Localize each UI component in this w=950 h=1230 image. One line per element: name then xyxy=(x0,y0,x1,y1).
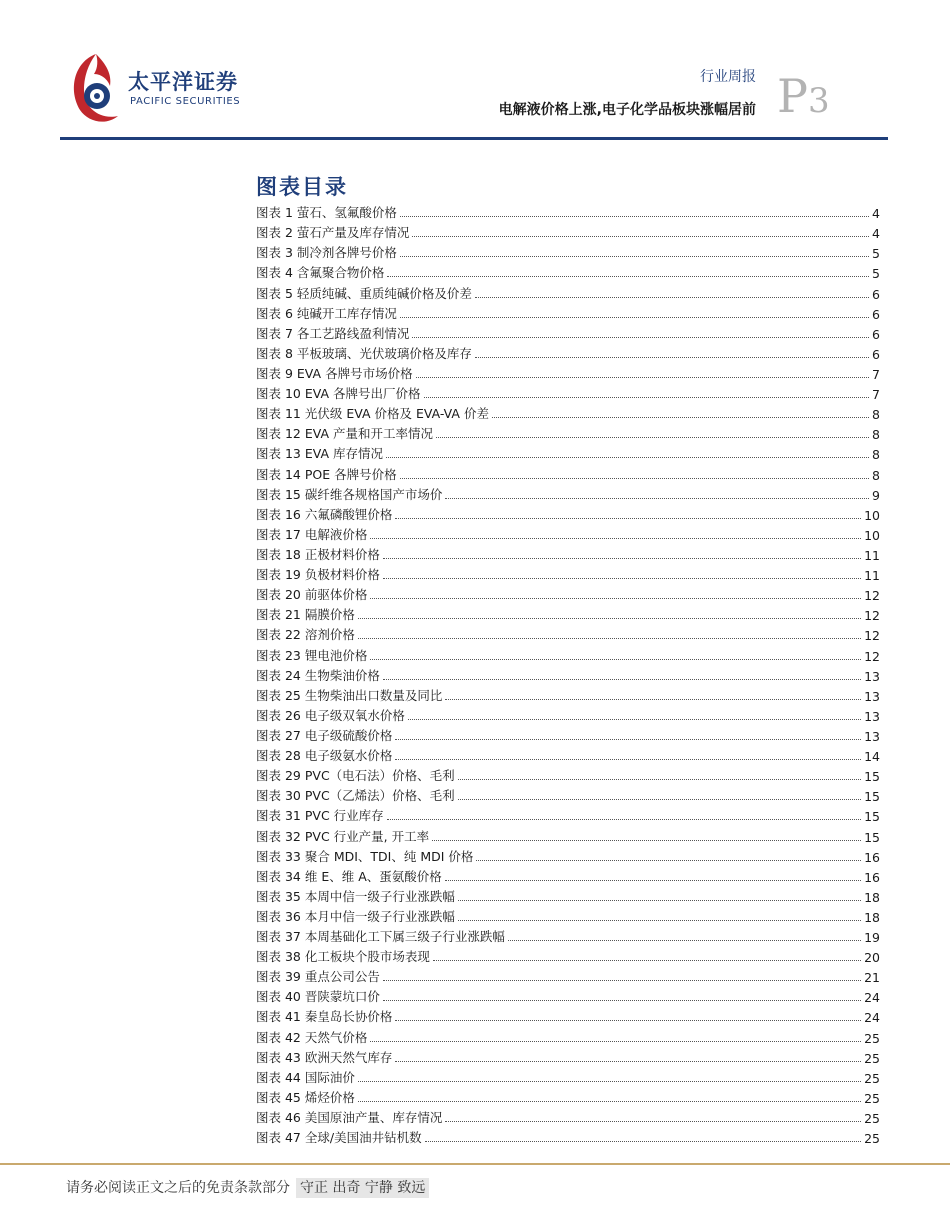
toc-entry[interactable] xyxy=(256,965,880,985)
toc-entry-page: 12 xyxy=(864,608,880,624)
toc-entry-page: 13 xyxy=(864,708,880,724)
toc-leader-dots xyxy=(383,679,861,680)
toc-entry-label: 图表 1 萤石、氢氟酸价格 xyxy=(256,205,397,221)
toc-entry-label: 图表 43 欧洲天然气库存 xyxy=(256,1049,393,1065)
toc-entry-page: 24 xyxy=(864,1010,880,1026)
toc-leader-dots xyxy=(370,598,861,599)
toc-entry[interactable] xyxy=(256,925,880,945)
toc-entry[interactable] xyxy=(256,322,880,342)
toc-entry[interactable] xyxy=(256,784,880,804)
toc-entry-page: 12 xyxy=(864,628,880,644)
toc-leader-dots xyxy=(358,1081,861,1082)
header-divider xyxy=(60,137,888,140)
toc-entry-label: 图表 24 生物柴油价格 xyxy=(256,667,380,683)
toc-entry-page: 25 xyxy=(864,1050,880,1066)
toc-entry[interactable] xyxy=(256,865,880,885)
toc-entry-page: 4 xyxy=(872,226,880,242)
page-number: 3 xyxy=(807,81,830,121)
report-title: 电解液价格上涨,电子化学品板块涨幅居前 xyxy=(498,102,756,118)
toc-leader-dots xyxy=(383,578,861,579)
toc-leader-dots xyxy=(358,1101,861,1102)
toc-leader-dots xyxy=(400,256,869,257)
toc-entry[interactable] xyxy=(256,422,880,442)
toc-entry-label: 图表 28 电子级氨水价格 xyxy=(256,748,393,764)
toc-leader-dots xyxy=(445,1121,861,1122)
toc-leader-dots xyxy=(395,739,861,740)
toc-leader-dots xyxy=(458,900,861,901)
toc-leader-dots xyxy=(458,920,861,921)
toc-entry[interactable] xyxy=(256,1126,880,1146)
toc-entry-label: 图表 38 化工板块个股市场表现 xyxy=(256,949,430,965)
toc-entry[interactable] xyxy=(256,945,880,965)
toc-entry-label: 图表 27 电子级硫酸价格 xyxy=(256,727,393,743)
toc-entry-page: 13 xyxy=(864,668,880,684)
toc-entry[interactable] xyxy=(256,483,880,503)
toc-heading: 图表目录 xyxy=(256,175,348,199)
toc-entry[interactable] xyxy=(256,462,880,482)
toc-entry-label: 图表 9 EVA 各牌号市场价格 xyxy=(256,365,413,381)
toc-entry-page: 5 xyxy=(872,246,880,262)
toc-entry-label: 图表 12 EVA 产量和开工率情况 xyxy=(256,426,434,442)
pacific-securities-logo-icon xyxy=(66,50,126,130)
toc-leader-dots xyxy=(412,236,869,237)
toc-entry-page: 15 xyxy=(864,789,880,805)
toc-entry[interactable] xyxy=(256,281,880,301)
toc-entry-label: 图表 16 六氟磷酸锂价格 xyxy=(256,506,393,522)
toc-entry-label: 图表 37 本周基础化工下属三级子行业涨跌幅 xyxy=(256,929,505,945)
logo-english-name: PACIFIC SECURITIES xyxy=(130,96,241,107)
toc-leader-dots xyxy=(445,880,861,881)
toc-leader-dots xyxy=(400,478,869,479)
toc-entry[interactable] xyxy=(256,905,880,925)
toc-entry[interactable] xyxy=(256,302,880,322)
toc-entry-label: 图表 8 平板玻璃、光伏玻璃价格及库存 xyxy=(256,345,472,361)
toc-entry[interactable] xyxy=(256,543,880,563)
toc-entry-page: 19 xyxy=(864,930,880,946)
toc-entry-label: 图表 45 烯烃价格 xyxy=(256,1089,355,1105)
toc-entry-label: 图表 42 天然气价格 xyxy=(256,1029,368,1045)
toc-entry-label: 图表 14 POE 各牌号价格 xyxy=(256,466,397,482)
toc-entry[interactable] xyxy=(256,261,880,281)
toc-leader-dots xyxy=(358,638,861,639)
toc-entry-label: 图表 7 各工艺路线盈利情况 xyxy=(256,325,410,341)
toc-leader-dots xyxy=(370,538,861,539)
toc-entry[interactable] xyxy=(256,845,880,865)
toc-entry-page: 7 xyxy=(872,366,880,382)
toc-entry[interactable] xyxy=(256,221,880,241)
footer xyxy=(66,1177,429,1197)
toc-entry[interactable] xyxy=(256,201,880,221)
toc-entry-label: 图表 6 纯碱开工库存情况 xyxy=(256,305,397,321)
toc-entry[interactable] xyxy=(256,1086,880,1106)
toc-entry[interactable] xyxy=(256,241,880,261)
toc-leader-dots xyxy=(408,719,861,720)
toc-entry[interactable] xyxy=(256,664,880,684)
toc-entry[interactable] xyxy=(256,362,880,382)
toc-entry[interactable] xyxy=(256,704,880,724)
toc-entry[interactable] xyxy=(256,603,880,623)
company-motto: 守正 出奇 宁静 致远 xyxy=(296,1178,429,1198)
toc-entry-page: 10 xyxy=(864,507,880,523)
toc-entry-page: 6 xyxy=(872,346,880,362)
disclaimer-note: 请务必阅读正文之后的免责条款部分 xyxy=(66,1180,290,1196)
toc-entry-page: 21 xyxy=(864,970,880,986)
toc-entry[interactable] xyxy=(256,503,880,523)
toc-entry-label: 图表 30 PVC（乙烯法）价格、毛利 xyxy=(256,788,455,804)
toc-entry-page: 11 xyxy=(864,568,880,584)
toc-entry-label: 图表 32 PVC 行业产量, 开工率 xyxy=(256,828,430,844)
toc-entry-label: 图表 31 PVC 行业库存 xyxy=(256,808,384,824)
toc-leader-dots xyxy=(432,840,861,841)
toc-leader-dots xyxy=(424,397,870,398)
toc-entry-page: 7 xyxy=(872,387,880,403)
toc-leader-dots xyxy=(475,297,869,298)
toc-entry-page: 13 xyxy=(864,688,880,704)
toc-entry-label: 图表 2 萤石产量及库存情况 xyxy=(256,225,410,241)
toc-entry-label: 图表 18 正极材料价格 xyxy=(256,546,380,562)
toc-entry[interactable] xyxy=(256,402,880,422)
toc-leader-dots xyxy=(383,980,861,981)
logo-chinese-name: 太平洋证券 xyxy=(128,70,238,94)
toc-entry[interactable] xyxy=(256,1005,880,1025)
toc-entry-page: 15 xyxy=(864,809,880,825)
toc-leader-dots xyxy=(370,1041,861,1042)
toc-entry-page: 14 xyxy=(864,749,880,765)
toc-entry-label: 图表 23 锂电池价格 xyxy=(256,647,368,663)
toc-leader-dots xyxy=(412,337,869,338)
toc-entry-label: 图表 17 电解液价格 xyxy=(256,526,368,542)
toc-entry-page: 25 xyxy=(864,1090,880,1106)
toc-leader-dots xyxy=(387,819,861,820)
toc-leader-dots xyxy=(416,377,869,378)
toc-leader-dots xyxy=(458,779,861,780)
page-number-badge xyxy=(777,69,830,123)
toc-entry-label: 图表 39 重点公司公告 xyxy=(256,969,380,985)
toc-leader-dots xyxy=(476,860,861,861)
toc-entry-label: 图表 11 光伏级 EVA 价格及 EVA-VA 价差 xyxy=(256,406,489,422)
toc-entry-label: 图表 13 EVA 库存情况 xyxy=(256,446,384,462)
toc-entry[interactable] xyxy=(256,985,880,1005)
toc-entry[interactable] xyxy=(256,623,880,643)
toc-entry[interactable] xyxy=(256,442,880,462)
toc-leader-dots xyxy=(387,276,869,277)
toc-entry-page: 6 xyxy=(872,286,880,302)
toc-entry-label: 图表 36 本月中信一级子行业涨跌幅 xyxy=(256,908,455,924)
toc-entry[interactable] xyxy=(256,744,880,764)
footer-divider xyxy=(0,1163,950,1165)
toc-leader-dots xyxy=(436,437,869,438)
toc-entry-label: 图表 34 维 E、维 A、蛋氨酸价格 xyxy=(256,868,442,884)
toc-entry-page: 25 xyxy=(864,1030,880,1046)
toc-entry[interactable] xyxy=(256,724,880,744)
toc-entry-page: 13 xyxy=(864,728,880,744)
toc-entry[interactable] xyxy=(256,1066,880,1086)
toc-entry[interactable] xyxy=(256,824,880,844)
toc-entry-label: 图表 19 负极材料价格 xyxy=(256,567,380,583)
toc-entry-label: 图表 47 全球/美国油井钻机数 xyxy=(256,1130,422,1146)
toc-entry-label: 图表 25 生物柴油出口数量及同比 xyxy=(256,687,443,703)
toc-entry[interactable] xyxy=(256,563,880,583)
toc-entry-page: 6 xyxy=(872,326,880,342)
toc-leader-dots xyxy=(383,1000,861,1001)
toc-entry-label: 图表 41 秦皇岛长协价格 xyxy=(256,1009,393,1025)
toc-entry[interactable] xyxy=(256,342,880,362)
toc-entry-label: 图表 26 电子级双氧水价格 xyxy=(256,707,405,723)
toc-entry-label: 图表 46 美国原油产量、库存情况 xyxy=(256,1110,443,1126)
toc-leader-dots xyxy=(386,457,869,458)
report-type: 行业周报 xyxy=(700,69,756,85)
toc-entry-label: 图表 44 国际油价 xyxy=(256,1069,355,1085)
toc-entry[interactable] xyxy=(256,804,880,824)
toc-entry-label: 图表 33 聚合 MDI、TDI、纯 MDI 价格 xyxy=(256,848,474,864)
toc-entry-label: 图表 10 EVA 各牌号出厂价格 xyxy=(256,386,421,402)
toc-leader-dots xyxy=(425,1141,862,1142)
toc-leader-dots xyxy=(370,659,861,660)
toc-entry[interactable] xyxy=(256,1106,880,1126)
toc-entry-label: 图表 22 溶剂价格 xyxy=(256,627,355,643)
toc-entry-page: 15 xyxy=(864,769,880,785)
toc-leader-dots xyxy=(400,216,869,217)
toc-entry-page: 12 xyxy=(864,648,880,664)
toc-entry[interactable] xyxy=(256,382,880,402)
toc-leader-dots xyxy=(492,417,869,418)
toc-leader-dots xyxy=(475,357,869,358)
toc-leader-dots xyxy=(400,317,869,318)
toc-entry-label: 图表 4 含氟聚合物价格 xyxy=(256,265,385,281)
toc-entry-page: 8 xyxy=(872,447,880,463)
toc-leader-dots xyxy=(508,940,861,941)
toc-entry-page: 8 xyxy=(872,407,880,423)
toc-entry-label: 图表 20 前驱体价格 xyxy=(256,587,368,603)
toc-entry-page: 18 xyxy=(864,889,880,905)
toc-entry[interactable] xyxy=(256,885,880,905)
toc-entry-label: 图表 5 轻质纯碱、重质纯碱价格及价差 xyxy=(256,285,472,301)
toc-entry-page: 5 xyxy=(872,266,880,282)
toc-entry[interactable] xyxy=(256,1025,880,1045)
page-letter: P xyxy=(777,69,808,123)
toc-leader-dots xyxy=(458,799,861,800)
toc-entry-page: 18 xyxy=(864,909,880,925)
toc-entry[interactable] xyxy=(256,1046,880,1066)
toc-entry-page: 4 xyxy=(872,206,880,222)
toc-entry-label: 图表 40 晋陕蒙坑口价 xyxy=(256,989,380,1005)
toc-entry-page: 9 xyxy=(872,487,880,503)
toc-leader-dots xyxy=(433,960,861,961)
toc-entry[interactable] xyxy=(256,523,880,543)
toc-entry[interactable] xyxy=(256,643,880,663)
toc-entry[interactable] xyxy=(256,583,880,603)
toc-entry-page: 8 xyxy=(872,467,880,483)
toc-entry-page: 15 xyxy=(864,829,880,845)
toc-entry-label: 图表 29 PVC（电石法）价格、毛利 xyxy=(256,768,455,784)
toc-entry-page: 24 xyxy=(864,990,880,1006)
toc-entry-page: 16 xyxy=(864,849,880,865)
toc-entry-page: 16 xyxy=(864,869,880,885)
toc-entry-page: 12 xyxy=(864,588,880,604)
toc-entry-page: 6 xyxy=(872,306,880,322)
toc-leader-dots xyxy=(395,759,861,760)
toc-leader-dots xyxy=(395,518,861,519)
company-logo xyxy=(66,50,246,130)
toc-entry-label: 图表 3 制冷剂各牌号价格 xyxy=(256,245,397,261)
toc-entry-page: 25 xyxy=(864,1111,880,1127)
toc-entry[interactable] xyxy=(256,684,880,704)
toc-entry-page: 25 xyxy=(864,1131,880,1147)
toc-entry[interactable] xyxy=(256,764,880,784)
toc-entry-page: 20 xyxy=(864,950,880,966)
toc-entry-page: 25 xyxy=(864,1070,880,1086)
toc-leader-dots xyxy=(383,558,861,559)
toc-entry-label: 图表 15 碳纤维各规格国产市场价 xyxy=(256,486,443,502)
figure-toc-list xyxy=(256,201,880,1146)
toc-leader-dots xyxy=(445,498,869,499)
toc-leader-dots xyxy=(395,1020,861,1021)
toc-entry-page: 8 xyxy=(872,427,880,443)
toc-entry-label: 图表 21 隔膜价格 xyxy=(256,607,355,623)
toc-leader-dots xyxy=(445,699,861,700)
toc-leader-dots xyxy=(395,1061,861,1062)
toc-entry-page: 10 xyxy=(864,527,880,543)
toc-entry-page: 11 xyxy=(864,547,880,563)
toc-entry-label: 图表 35 本周中信一级子行业涨跌幅 xyxy=(256,888,455,904)
toc-leader-dots xyxy=(358,618,861,619)
